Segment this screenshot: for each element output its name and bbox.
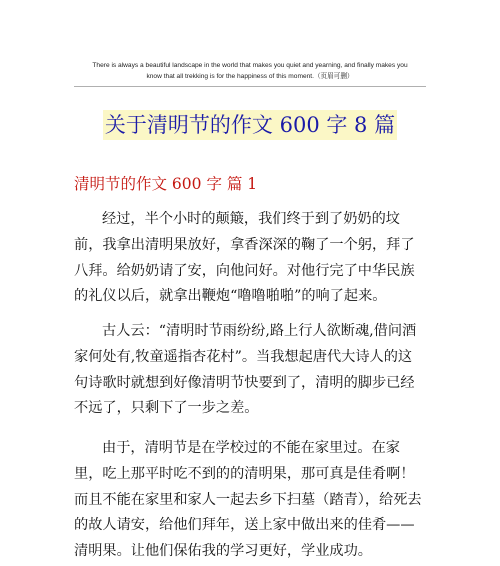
- header-quote-line-2: know that all trekking is for the happiness of this moment.（页眉可删）: [146, 73, 354, 80]
- document-title: [0, 110, 500, 140]
- document-title-text: 关于清明节的作文 600 字 8 篇: [103, 110, 397, 140]
- body-paragraph-1: 经过，半个小时的颠簸，我们终于到了奶奶的坟前，我拿出清明果放好，拿香深深的鞠了一个躬，拜了八拜。给奶奶请了安，向他问好。对他行完了中华民族的礼仪以后，就拿出鞭炮“噜噜啪啪”的响了起来。: [74, 211, 415, 305]
- section-heading: 清明节的作文 600 字 篇 1: [74, 175, 258, 193]
- body-paragraph-3: 由于，清明节是在学校过的不能在家里过。在家里，吃上那平时吃不到的的清明果，那可真是佳肴啊！而且不能在家里和家人一起去乡下扫墓（踏青），给死去的故人请安，给他们拜年，送上家中做出来的佳肴——清明果。让他们保佑我的学习更好，学业成功。: [74, 440, 422, 560]
- header-quote-line-1: There is always a beautiful landscape in the world that makes you quiet and yearning, and finally makes you: [92, 62, 408, 69]
- body-paragraph-2: 古人云：“清明时节雨纷纷,路上行人欲断魂,借问酒家何处有,牧童遥指杏花村”。当我想起唐代大诗人的这句诗歌时就想到好像清明节快要到了，清明的脚步已经不远了，只剩下了一步之差。: [74, 323, 417, 417]
- header-divider: [74, 86, 426, 87]
- page-header: [74, 60, 426, 82]
